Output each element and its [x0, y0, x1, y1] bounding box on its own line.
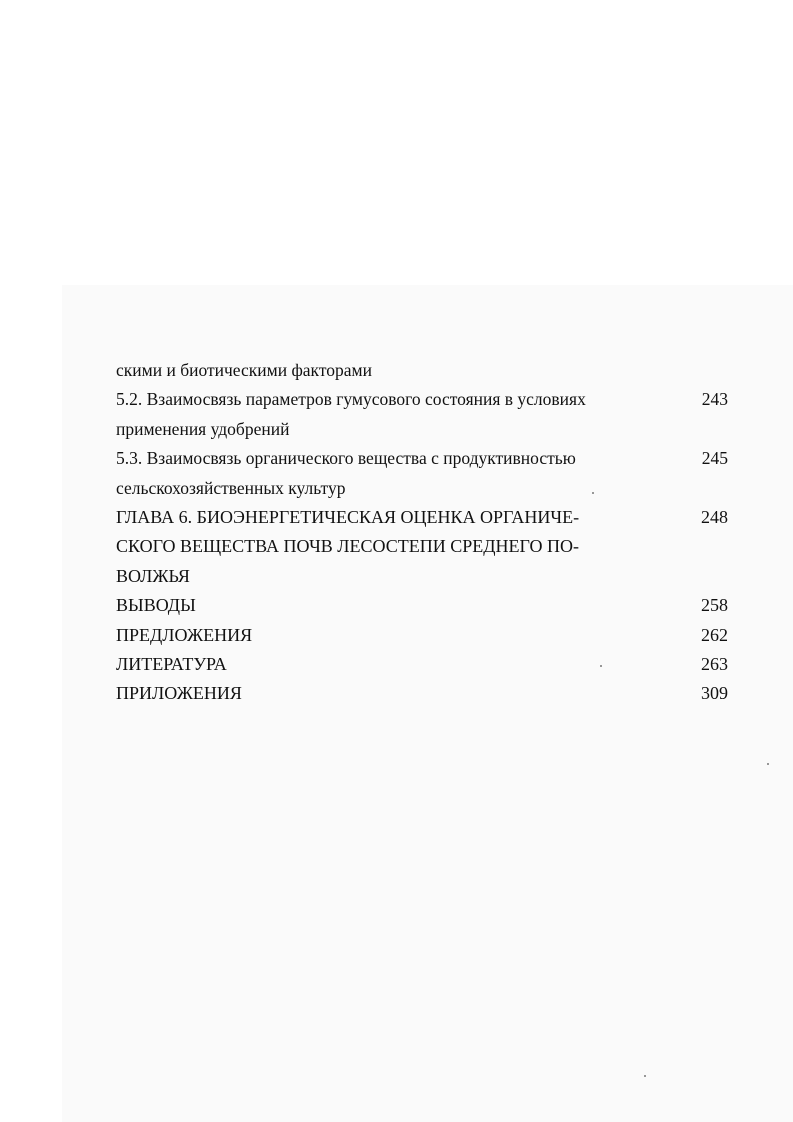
toc-line [116, 621, 728, 650]
toc-line [116, 503, 728, 532]
scan-speck [592, 492, 594, 494]
toc-page-number: 309 [701, 683, 728, 704]
toc-entry-text: СКОГО ВЕЩЕСТВА ПОЧВ ЛЕСОСТЕПИ СРЕДНЕГО ПО- [116, 536, 579, 557]
toc-entry-text: ВОЛЖЬЯ [116, 565, 190, 586]
toc-entry-text: ГЛАВА 6. БИОЭНЕРГЕТИЧЕСКАЯ ОЦЕНКА ОРГАНИЧЕ- [116, 506, 580, 527]
toc-page-number: 258 [701, 595, 728, 616]
scan-speck [767, 763, 769, 765]
scan-speck [600, 665, 602, 667]
toc-line [116, 385, 728, 414]
toc-page-number: 245 [701, 448, 728, 469]
toc-page-number: 262 [701, 624, 728, 645]
toc-entry-text: скими и биотическими факторами [116, 360, 372, 380]
toc-line [116, 444, 728, 473]
table-of-contents [116, 356, 728, 709]
toc-line [116, 650, 728, 679]
toc-entry-text: ВЫВОДЫ [116, 595, 196, 616]
toc-entry-text: ПРИЛОЖЕНИЯ [116, 683, 242, 704]
toc-line [116, 532, 728, 561]
toc-entry-text: сельскохозяйственных культур [116, 477, 346, 498]
toc-page-number: 243 [701, 389, 728, 410]
toc-entry-text: ЛИТЕРАТУРА [116, 653, 227, 674]
toc-line [116, 562, 728, 591]
toc-entry-text: применения удобрений [116, 418, 290, 439]
toc-line [116, 679, 728, 708]
toc-entry-text: ПРЕДЛОЖЕНИЯ [116, 624, 253, 645]
toc-line [116, 591, 728, 620]
toc-line [116, 356, 728, 385]
toc-line [116, 415, 728, 444]
toc-page-number: 263 [701, 653, 728, 674]
toc-entry-text: 5.2. Взаимосвязь параметров гумусового состояния в условиях [116, 389, 586, 410]
scan-speck [644, 1075, 646, 1077]
toc-line [116, 474, 728, 503]
toc-page-number: 248 [701, 506, 728, 527]
toc-entry-text: 5.3. Взаимосвязь органического вещества с продуктивностью [116, 448, 576, 469]
